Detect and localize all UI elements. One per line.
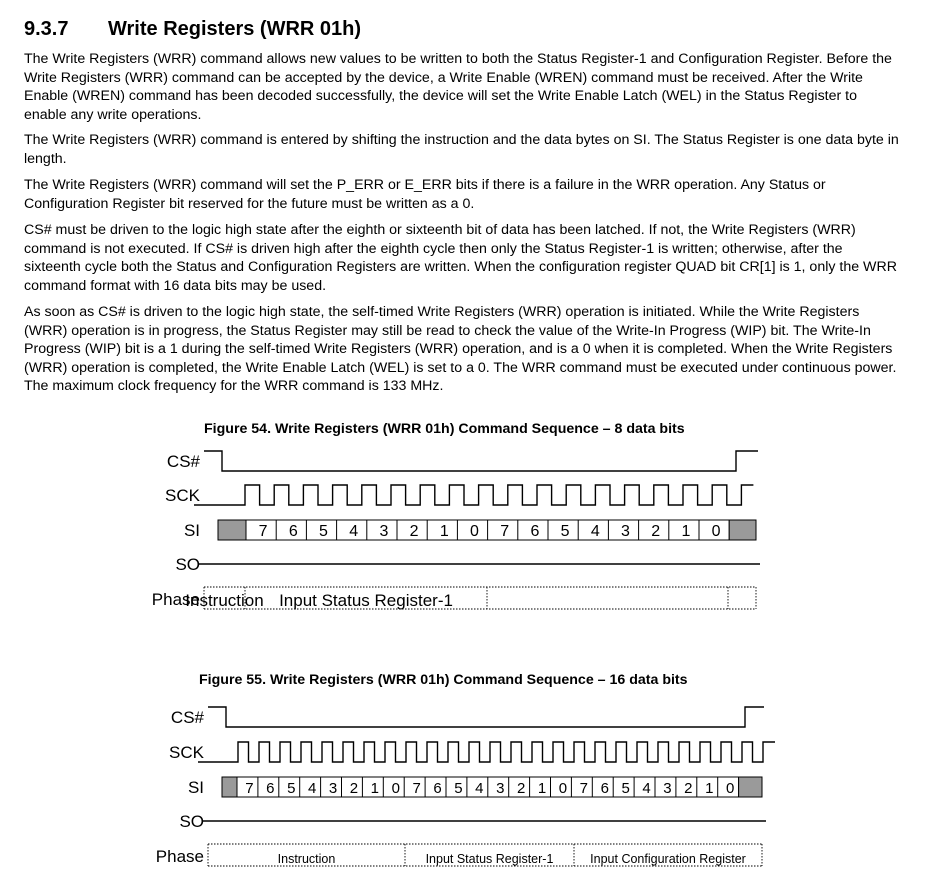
- si-bit-label: 0: [558, 780, 568, 797]
- si-bit-label: 5: [287, 780, 296, 797]
- si-bit-label: 5: [454, 780, 463, 797]
- paragraph-1: The Write Registers (WRR) command allows new values to be written to both the Status Register-1 and Configuration Register. Before the Write Registers (WRR) command can be accepted by the device, a Write Enable (WREN) command must be received. After the Write Enable (WREN) command has been decoded successfully, the device will set the Write Enable Latch (WEL) in the Status Register to enable any write operations.: [24, 51, 892, 123]
- si-bit-label: 6: [600, 780, 609, 797]
- signal-label: SO: [179, 812, 204, 831]
- si-bit-label: 1: [537, 780, 547, 797]
- si-bit-label: 0: [711, 523, 721, 540]
- signal-label: SCK: [165, 486, 200, 505]
- si-bit-label: 2: [651, 523, 661, 540]
- figure-55-timing-diagram: [0, 695, 945, 875]
- phase-label: Input Status Register-1: [425, 852, 554, 866]
- si-bit-label: 1: [705, 780, 714, 797]
- figure-54-timing-diagram: [0, 440, 945, 620]
- si-bit-label: 2: [516, 780, 526, 797]
- si-bit-label: 4: [475, 780, 484, 797]
- si-bit-label: 4: [349, 523, 359, 540]
- si-bit-label: 7: [579, 780, 589, 797]
- si-bit-label: 3: [663, 780, 672, 797]
- paragraph-4: CS# must be driven to the logic high state after the eighth or sixteenth bit of data has been latched. If not, the Write Registers (WRR) command is not executed. If CS# is driven high after the eighth cycle then only the Status Register-1 is written; otherwise, after the sixteenth cycle both the Status and Configuration Registers are written. When the configuration register QUAD bit CR[1] is 1, only the WRR command format with 16 data bits may be used.: [24, 222, 897, 294]
- sck-waveform: [198, 742, 775, 762]
- si-dont-care-start: [218, 520, 246, 540]
- paragraph-3: The Write Registers (WRR) command will set the P_ERR or E_ERR bits if there is a failure in the WRR operation. Any Status or Configuration Register bit reserved for the future must be written as a 0.: [24, 177, 826, 212]
- si-bit-label: 3: [379, 523, 389, 540]
- signal-label: SO: [175, 555, 200, 574]
- si-bit-label: 7: [258, 523, 268, 540]
- phase-label: Instruction: [185, 591, 264, 610]
- signal-label: SI: [183, 521, 200, 540]
- si-dont-care-end: [739, 777, 762, 797]
- si-bit-label: 2: [409, 523, 419, 540]
- si-bit-label: 3: [496, 780, 505, 797]
- si-bit-label: 6: [266, 780, 275, 797]
- figure-55-caption: Figure 55. Write Registers (WRR 01h) Command Sequence – 16 data bits: [199, 672, 688, 688]
- si-bit-label: 7: [245, 780, 254, 797]
- si-bit-label: 2: [349, 780, 359, 797]
- cs-waveform: [204, 451, 758, 471]
- paragraph-2: The Write Registers (WRR) command is entered by shifting the instruction and the data bytes on SI. The Status Register is one data byte in length.: [24, 132, 899, 167]
- figure-54-caption: Figure 54. Write Registers (WRR 01h) Command Sequence – 8 data bits: [204, 421, 685, 437]
- signal-label: CS#: [170, 708, 204, 727]
- section-number: 9.3.7: [24, 18, 69, 40]
- section-heading: [24, 18, 361, 41]
- phase-label: Input Configuration Register: [590, 852, 746, 866]
- signal-label: CS#: [166, 452, 200, 471]
- si-bit-label: 0: [391, 780, 400, 797]
- si-bit-label: 3: [328, 780, 338, 797]
- signal-label: Phase: [155, 847, 204, 866]
- phase-label: Input Status Register-1: [279, 591, 453, 610]
- si-bit-label: 0: [725, 780, 735, 797]
- si-bit-label: 1: [681, 523, 691, 540]
- signal-label: SI: [187, 778, 204, 797]
- section-title: Write Registers (WRR 01h): [108, 18, 362, 40]
- si-bit-label: 0: [470, 523, 479, 540]
- si-bit-label: 7: [412, 780, 421, 797]
- si-bit-label: 5: [621, 780, 630, 797]
- si-bit-label: 1: [439, 523, 449, 540]
- sck-waveform: [194, 485, 753, 505]
- si-dont-care-end: [729, 520, 756, 540]
- si-bit-label: 4: [307, 780, 317, 797]
- phase-label: Instruction: [277, 852, 336, 866]
- signal-label: SCK: [169, 743, 204, 762]
- si-bit-label: 4: [642, 780, 651, 797]
- si-bit-label: 6: [288, 523, 298, 540]
- si-bit-label: 3: [621, 523, 630, 540]
- si-bit-label: 4: [590, 523, 600, 540]
- si-bit-label: 7: [500, 523, 510, 540]
- si-dont-care-start: [222, 777, 237, 797]
- cs-waveform: [208, 707, 764, 727]
- si-bit-label: 1: [370, 780, 380, 797]
- si-bit-label: 5: [560, 523, 570, 540]
- si-bit-label: 5: [319, 523, 328, 540]
- paragraph-5: As soon as CS# is driven to the logic high state, the self-timed Write Registers (WRR) operation is initiated. While the Write Registers (WRR) operation is in progress, the Status Register may still be read to check the value of the Write-In Progress (WIP) bit. The Write-In Progress (WIP) bit is a 1 during the self-timed Write Registers (WRR) operation, and is a 0 when it is completed. When the Write Registers (WRR) operation is completed, the Write Enable Latch (WEL) is set to a 0. The WRR command must be executed under continuous power. The maximum clock frequency for the WRR command is 133 MHz.: [24, 304, 897, 395]
- si-bit-label: 6: [433, 780, 442, 797]
- signal-label: Phase: [151, 590, 200, 609]
- si-bit-label: 6: [530, 523, 540, 540]
- si-bit-label: 2: [684, 780, 693, 797]
